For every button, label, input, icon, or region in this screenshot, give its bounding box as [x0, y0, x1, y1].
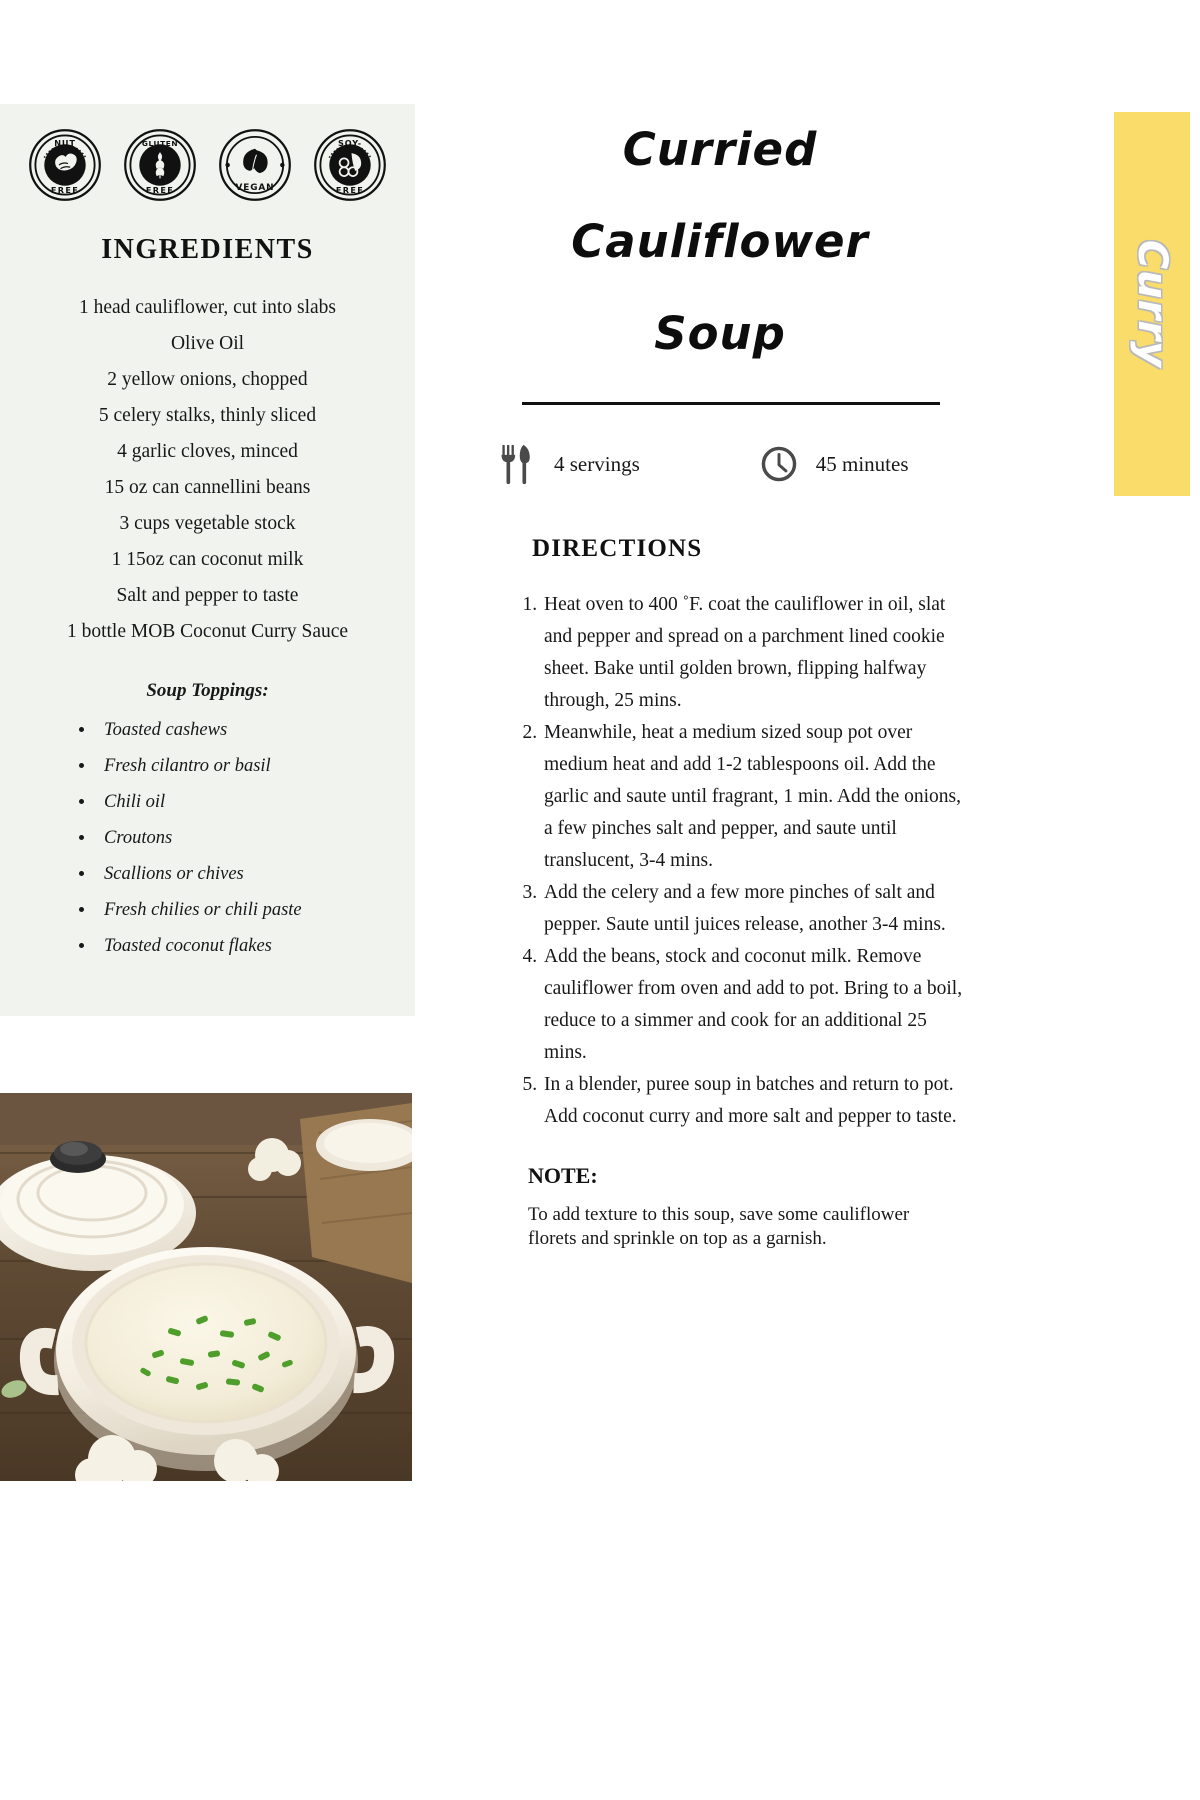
- list-item: • Fresh chilies or chili paste: [96, 892, 415, 928]
- vegan-badge: [218, 128, 292, 202]
- recipe-content: [470, 104, 970, 1251]
- servings-meta: [498, 443, 640, 485]
- note-body: To add texture to this soup, save some cauliflower florets and sprinkle on top as a garnish.: [528, 1204, 910, 1249]
- nut-free-badge: [28, 128, 102, 202]
- cutlery-icon: [498, 443, 536, 485]
- svg-text:VEGAN: VEGAN: [235, 183, 275, 194]
- recipe-title-line2: Soup: [654, 307, 786, 360]
- curry-tab-label: Curry: [1129, 239, 1175, 369]
- dietary-badges: [0, 104, 415, 202]
- list-item: • Scallions or chives: [96, 856, 415, 892]
- time-meta: [760, 443, 909, 485]
- list-item: 2 yellow onions, chopped: [107, 369, 308, 390]
- list-item: • Chili oil: [96, 784, 415, 820]
- list-item: 1 15oz can coconut milk: [111, 549, 304, 570]
- svg-text:GLUTEN: GLUTEN: [141, 138, 179, 148]
- list-item: Olive Oil: [170, 333, 245, 354]
- list-item: • Toasted coconut flakes: [96, 928, 415, 964]
- gluten-free-badge: [123, 128, 197, 202]
- list-item: 1 head cauliflower, cut into slabs: [79, 297, 336, 318]
- directions-list: [520, 589, 972, 1133]
- direction-step: 5. In a blender, puree soup in batches and return to pot. Add coconut curry and more salt and pepper to taste.: [542, 1069, 972, 1133]
- ingredients-heading: INGREDIENTS: [101, 234, 314, 265]
- ingredient-list: [0, 290, 415, 650]
- recipe-meta: [498, 443, 970, 485]
- clock-icon: [760, 443, 798, 485]
- directions-heading: DIRECTIONS: [532, 535, 703, 562]
- list-item: 3 cups vegetable stock: [119, 513, 296, 534]
- direction-step: 1. Heat oven to 400 ˚F. coat the cauliflower in oil, slat and pepper and spread on a parchment lined cookie sheet. Bake until golden brown, flipping halfway through, 25 mins.: [542, 589, 972, 717]
- svg-text:FREE: FREE: [146, 185, 175, 196]
- list-item: 1 bottle MOB Coconut Curry Sauce: [66, 621, 349, 642]
- list-item: • Toasted cashews: [96, 712, 415, 748]
- soup-toppings-list: [78, 712, 415, 964]
- curry-category-tab[interactable]: [1114, 112, 1190, 496]
- recipe-title-line1: Curried Cauliflower: [571, 123, 869, 268]
- svg-text:FREE: FREE: [335, 185, 364, 196]
- direction-step: 2. Meanwhile, heat a medium sized soup pot over medium heat and add 1-2 tablespoons oil. Add the garlic and saute until fragrant, 1 min. Add the onions, a few pinches salt and pepper, and saute until translucent, 3-4 mins.: [542, 717, 972, 877]
- list-item: • Croutons: [96, 820, 415, 856]
- time-label: 45 minutes: [815, 451, 909, 476]
- ingredients-panel: [0, 104, 415, 1016]
- recipe-title: [470, 104, 970, 380]
- servings-label: 4 servings: [554, 451, 640, 476]
- list-item: 15 oz can cannellini beans: [104, 477, 311, 498]
- svg-text:FREE: FREE: [51, 185, 80, 196]
- direction-step: 3. Add the celery and a few more pinches of salt and pepper. Saute until juices release, another 3-4 mins.: [542, 877, 972, 941]
- list-item: Salt and pepper to taste: [116, 585, 299, 606]
- list-item: 5 celery stalks, thinly sliced: [98, 405, 317, 426]
- svg-text:SOY-: SOY-: [337, 137, 362, 148]
- direction-step: 4. Add the beans, stock and coconut milk. Remove cauliflower from oven and add to pot. Bring to a boil, reduce to a simmer and cook for an additional 25 mins.: [542, 941, 972, 1069]
- soup-photo: [0, 1093, 412, 1481]
- list-item: 4 garlic cloves, minced: [117, 441, 298, 462]
- note-heading: NOTE:: [528, 1163, 598, 1188]
- svg-text:NUT: NUT: [54, 137, 77, 148]
- title-divider: [522, 402, 940, 405]
- soup-toppings-heading: Soup Toppings:: [146, 680, 269, 701]
- soy-free-badge: [313, 128, 387, 202]
- list-item: • Fresh cilantro or basil: [96, 748, 415, 784]
